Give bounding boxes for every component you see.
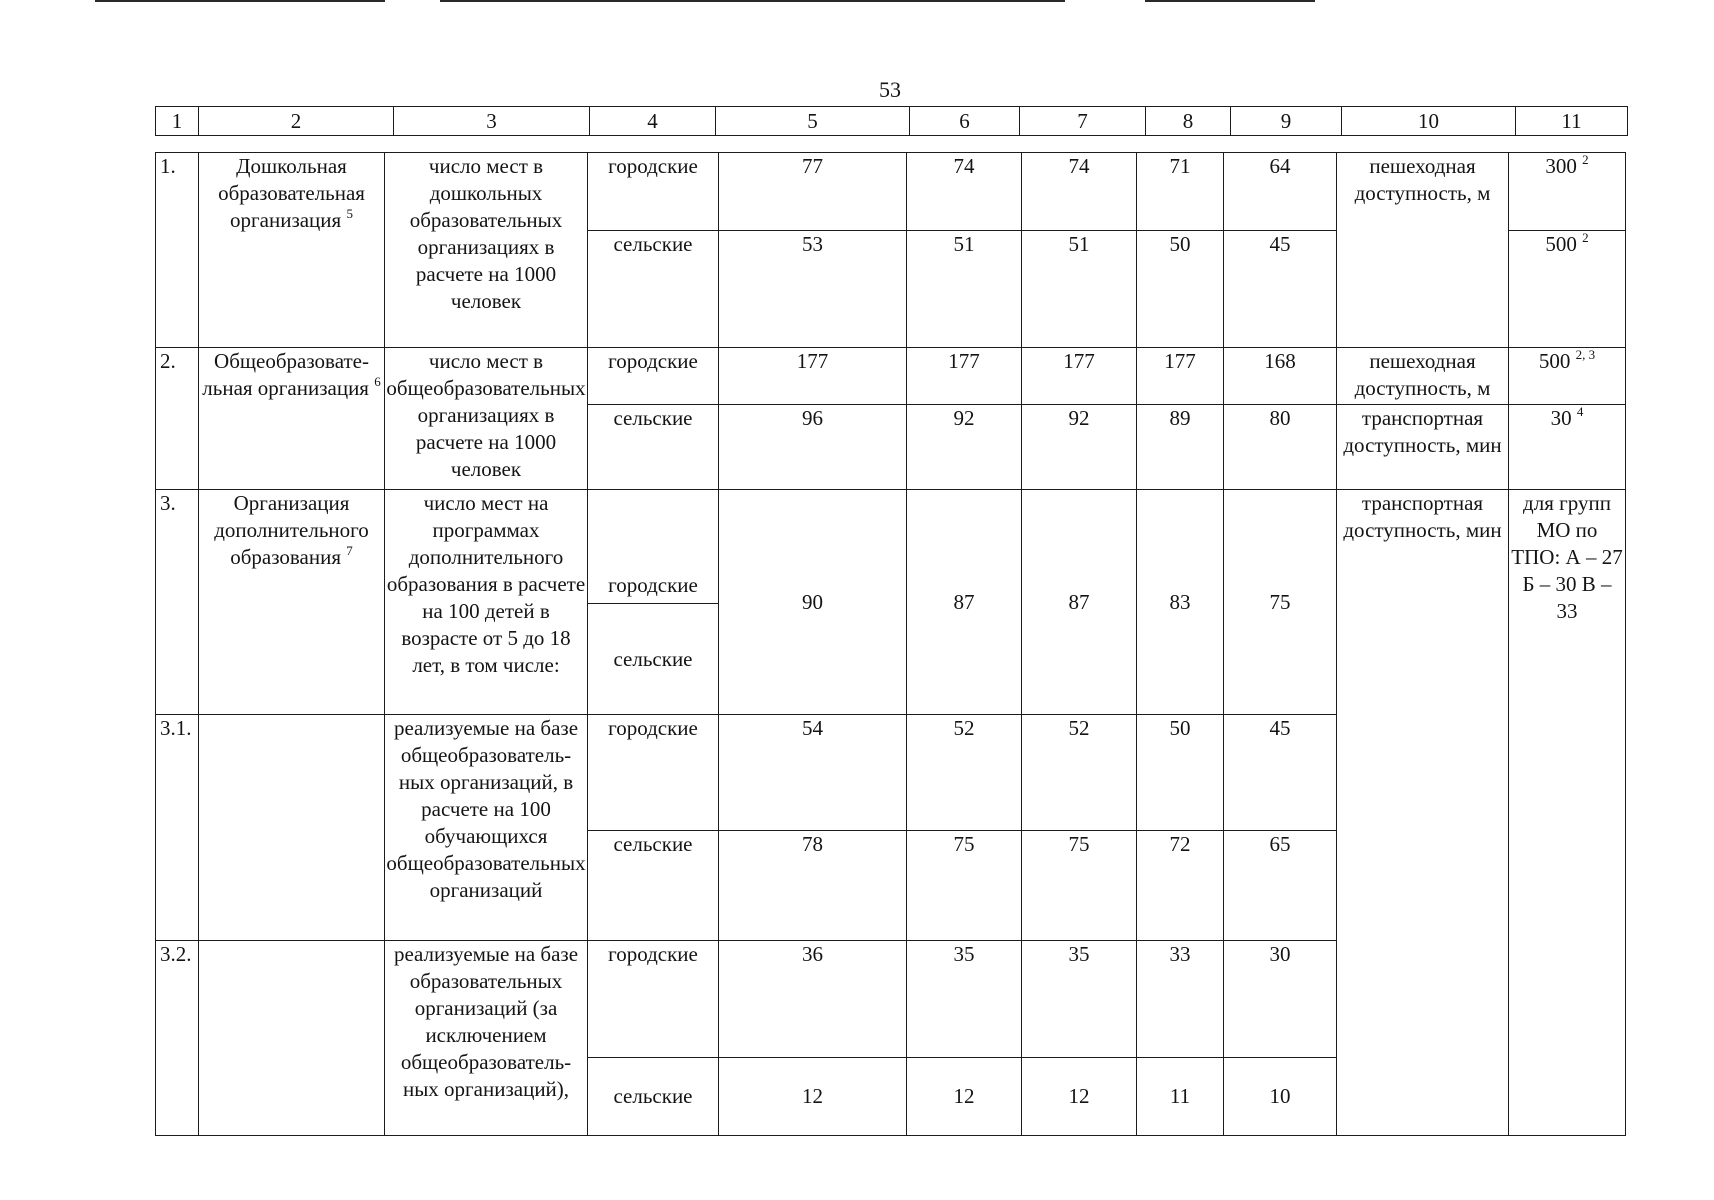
column-number-header bbox=[155, 106, 1628, 136]
value-cell: 83 bbox=[1137, 490, 1224, 715]
settlement-type: городские bbox=[588, 490, 719, 604]
facility-name-text: Дошкольная образовательная организация bbox=[218, 154, 365, 232]
facility-name bbox=[199, 348, 385, 490]
value-cell: 11 bbox=[1137, 1058, 1224, 1136]
accessibility-type: пешеходная доступность, м bbox=[1337, 348, 1509, 405]
table-row bbox=[156, 348, 1626, 405]
value-cell: 12 bbox=[907, 1058, 1022, 1136]
value-cell: 75 bbox=[907, 831, 1022, 941]
accessibility-number: 300 bbox=[1545, 154, 1577, 178]
facility-name-empty bbox=[199, 715, 385, 941]
header-cell: 11 bbox=[1516, 107, 1628, 136]
value-cell: 177 bbox=[719, 348, 907, 405]
value-cell: 71 bbox=[1137, 153, 1224, 231]
value-cell: 89 bbox=[1137, 405, 1224, 490]
header-cell: 8 bbox=[1146, 107, 1231, 136]
header-cell: 4 bbox=[590, 107, 716, 136]
value-cell: 78 bbox=[719, 831, 907, 941]
row-number: 2. bbox=[156, 348, 199, 490]
settlement-type: сельские bbox=[588, 604, 719, 715]
accessibility-value bbox=[1509, 348, 1626, 405]
header-cell: 9 bbox=[1231, 107, 1342, 136]
accessibility-value bbox=[1509, 231, 1626, 348]
value-cell: 92 bbox=[1022, 405, 1137, 490]
accessibility-number: 30 bbox=[1550, 406, 1572, 430]
header-cell: 5 bbox=[716, 107, 910, 136]
accessibility-number: 500 bbox=[1538, 349, 1571, 373]
value-cell: 177 bbox=[1137, 348, 1224, 405]
settlement-type: сельские bbox=[588, 405, 719, 490]
indicator-text: реализуемые на базе общеобразователь-ных организаций, в расчете на 100 обучающихся общеобразовательных организаций bbox=[385, 715, 588, 941]
indicator-text: число мест в дошкольных образовательных организациях в расчете на 1000 человек bbox=[385, 153, 588, 348]
row-number: 3. bbox=[156, 490, 199, 715]
accessibility-value bbox=[1509, 405, 1626, 490]
settlement-type: сельские bbox=[588, 1058, 719, 1136]
value-cell: 96 bbox=[719, 405, 907, 490]
facility-name bbox=[199, 490, 385, 715]
row-number: 3.1. bbox=[156, 715, 199, 941]
header-cell: 2 bbox=[199, 107, 394, 136]
facility-name bbox=[199, 153, 385, 348]
settlement-type: сельские bbox=[588, 231, 719, 348]
value-cell: 10 bbox=[1224, 1058, 1337, 1136]
scan-edge-line bbox=[1145, 0, 1315, 2]
value-cell: 64 bbox=[1224, 153, 1337, 231]
value-cell: 52 bbox=[1022, 715, 1137, 831]
value-cell: 51 bbox=[907, 231, 1022, 348]
value-cell: 65 bbox=[1224, 831, 1337, 941]
value-cell: 72 bbox=[1137, 831, 1224, 941]
footnote-mark: 4 bbox=[1576, 404, 1584, 419]
accessibility-number: 500 bbox=[1545, 232, 1577, 256]
header-cell: 6 bbox=[910, 107, 1020, 136]
header-cell: 7 bbox=[1020, 107, 1146, 136]
value-cell: 36 bbox=[719, 941, 907, 1058]
value-cell: 50 bbox=[1137, 715, 1224, 831]
header-cell: 1 bbox=[156, 107, 199, 136]
value-cell: 30 bbox=[1224, 941, 1337, 1058]
row-number: 3.2. bbox=[156, 941, 199, 1136]
value-cell: 50 bbox=[1137, 231, 1224, 348]
value-cell: 12 bbox=[1022, 1058, 1137, 1136]
scan-edge-line bbox=[440, 0, 1065, 2]
value-cell: 90 bbox=[719, 490, 907, 715]
value-cell: 45 bbox=[1224, 231, 1337, 348]
value-cell: 77 bbox=[719, 153, 907, 231]
value-cell: 52 bbox=[907, 715, 1022, 831]
scan-edge-line bbox=[95, 0, 385, 2]
accessibility-type: транспортная доступность, мин bbox=[1337, 405, 1509, 490]
facility-name-text: Общеобразовате-льная организация bbox=[202, 349, 369, 400]
value-cell: 35 bbox=[1022, 941, 1137, 1058]
standards-table bbox=[155, 152, 1626, 1136]
value-cell: 80 bbox=[1224, 405, 1337, 490]
row-number: 1. bbox=[156, 153, 199, 348]
table-row bbox=[156, 490, 1626, 604]
footnote-mark: 2 bbox=[1582, 230, 1589, 245]
footnote-mark: 5 bbox=[346, 206, 353, 221]
accessibility-value bbox=[1509, 153, 1626, 231]
settlement-type: городские bbox=[588, 153, 719, 231]
facility-name-text: Организация дополнительного образования bbox=[214, 491, 369, 569]
accessibility-type: пешеходная доступность, м bbox=[1337, 153, 1509, 348]
footnote-mark: 6 bbox=[374, 374, 381, 389]
settlement-type: городские bbox=[588, 348, 719, 405]
header-cell: 10 bbox=[1342, 107, 1516, 136]
value-cell: 87 bbox=[907, 490, 1022, 715]
facility-name-empty bbox=[199, 941, 385, 1136]
value-cell: 177 bbox=[907, 348, 1022, 405]
value-cell: 75 bbox=[1224, 490, 1337, 715]
footnote-mark: 2, 3 bbox=[1575, 347, 1596, 362]
header-cell: 3 bbox=[394, 107, 590, 136]
settlement-type: сельские bbox=[588, 831, 719, 941]
value-cell: 87 bbox=[1022, 490, 1137, 715]
value-cell: 53 bbox=[719, 231, 907, 348]
settlement-type: городские bbox=[588, 715, 719, 831]
value-cell: 168 bbox=[1224, 348, 1337, 405]
value-cell: 12 bbox=[719, 1058, 907, 1136]
value-cell: 177 bbox=[1022, 348, 1137, 405]
value-cell: 92 bbox=[907, 405, 1022, 490]
indicator-text: число мест на программах дополнительного образования в расчете на 100 детей в возрасте от 5 до 18 лет, в том числе: bbox=[385, 490, 588, 715]
value-cell: 51 bbox=[1022, 231, 1137, 348]
value-cell: 75 bbox=[1022, 831, 1137, 941]
value-cell: 35 bbox=[907, 941, 1022, 1058]
value-cell: 33 bbox=[1137, 941, 1224, 1058]
settlement-type: городские bbox=[588, 941, 719, 1058]
header-row bbox=[156, 107, 1628, 136]
value-cell: 74 bbox=[907, 153, 1022, 231]
footnote-mark: 2 bbox=[1582, 152, 1589, 167]
indicator-text: число мест в общеобразовательных организациях в расчете на 1000 человек bbox=[385, 348, 588, 490]
accessibility-value: для групп МО по ТПО: А – 27 Б – 30 В – 33 bbox=[1509, 490, 1626, 1136]
value-cell: 54 bbox=[719, 715, 907, 831]
indicator-text: реализуемые на базе образовательных организаций (за исключением общеобразователь-ных организаций), bbox=[385, 941, 588, 1136]
footnote-mark: 7 bbox=[346, 543, 353, 558]
value-cell: 45 bbox=[1224, 715, 1337, 831]
table-row bbox=[156, 153, 1626, 231]
value-cell: 74 bbox=[1022, 153, 1137, 231]
page-number: 53 bbox=[879, 77, 901, 102]
accessibility-type: транспортная доступность, мин bbox=[1337, 490, 1509, 1136]
